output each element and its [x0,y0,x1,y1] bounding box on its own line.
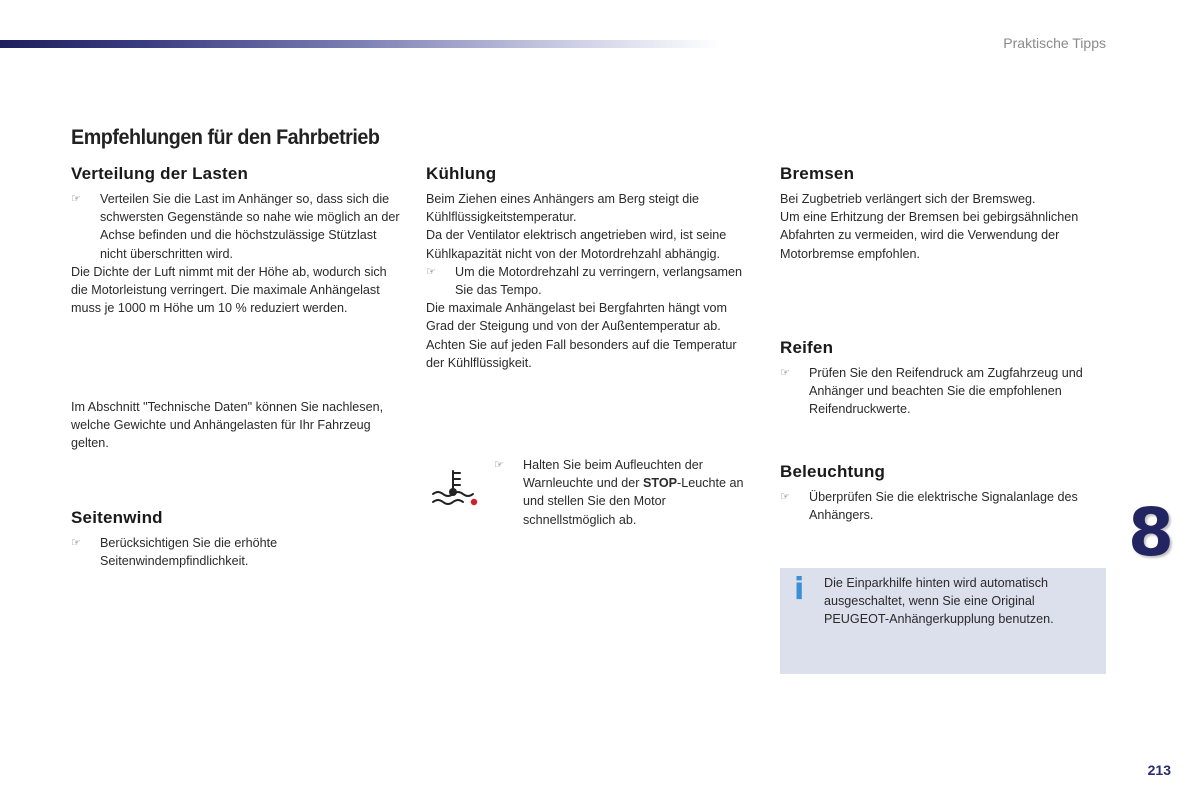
bullet-text: Um die Motordrehzahl zu verringern, verlangsamen Sie das Tempo. [455,264,742,298]
paragraph: Die maximale Anhängelast bei Bergfahrten hängt vom Grad der Steigung und von der Außentemperatur ab. [426,301,728,334]
info-box [780,568,1106,674]
warning-block [494,456,754,529]
bullet-verteilung [71,190,401,263]
paragraph: Um eine Erhitzung der Bremsen bei gebirgsähnlichen Abfahrten zu vermeiden, wird die Verwendung der Motorbremse empfohlen. [780,210,1079,261]
bullet-kuehlung [426,263,756,299]
warning-stop-label: STOP [642,476,678,491]
section-beleuchtung [780,462,1106,524]
paragraph: Beim Ziehen eines Anhängers am Berg steigt die Kühlflüssigkeitstemperatur. [426,192,700,225]
bullet-mark: ☞ [71,193,81,205]
paragraph: Da der Ventilator elektrisch angetrieben wird, ist seine Kühlkapazität nicht von der Motordrehzahl abhängig. [426,228,727,261]
chapter-number: 8 [1128,494,1174,571]
info-icon: i [794,572,805,607]
section-technische-daten [71,398,401,453]
bullet-text: Berücksichtigen Sie die erhöhte Seitenwindempfindlichkeit. [100,536,278,569]
paragraph: Die Dichte der Luft nimmt mit der Höhe ab, wodurch sich die Motorleistung verringert. Die maximale Anhängelast muss je 1000 m Höhe um 10 % reduziert werden. [71,264,387,316]
paragraph: Achten Sie auf jeden Fall besonders auf die Temperatur der Kühlflüssigkeit. [426,337,737,370]
bullet-text: Prüfen Sie den Reifendruck am Zugfahrzeug und Anhänger und beachten Sie die empfohlenen Reifendruckwerte. [809,366,1083,417]
coolant-temperature-icon [430,468,480,510]
warning-text-pre: Halten Sie beim Aufleuchten der Warnleuchte und der [523,458,703,491]
bullet-text: Verteilen Sie die Last im Anhänger so, dass sich die schwersten Gegenstände so nahe wie möglich an der Achse befinden und die höchstzulässige Stützlast nicht überschritten wird. [100,192,400,261]
heading-reifen: Reifen [780,338,834,357]
section-kuehlung [426,164,756,372]
section-bremsen [780,164,1106,263]
section-reifen [780,338,1106,419]
bullet-text: Überprüfen Sie die elektrische Signalanlage des Anhängers. [809,490,1078,523]
paragraph: Im Abschnitt "Technische Daten" können Sie nachlesen, welche Gewichte und Anhängelasten für Ihr Fahrzeug gelten. [71,400,384,451]
bullet-mark: ☞ [780,367,790,379]
page-title: Empfehlungen für den Fahrbetrieb [71,126,380,149]
bullet-seitenwind [71,534,401,570]
page-number: 213 [1147,762,1171,778]
bullet-mark: ☞ [71,537,81,549]
bullet-mark: ☞ [780,491,790,503]
section-seitenwind [71,508,401,570]
section-verteilung [71,164,401,317]
heading-kuehlung: Kühlung [426,164,497,183]
bullet-reifen [780,364,1106,419]
heading-seitenwind: Seitenwind [71,508,163,527]
bullet-mark: ☞ [494,459,504,471]
bullet-beleuchtung [780,488,1106,524]
info-text: Die Einparkhilfe hinten wird automatisch ausgeschaltet, wenn Sie eine Original PEUGEOT-Anhängerkupplung benutzen. [824,576,1054,627]
bullet-warning [494,456,754,529]
header-gradient-bar [0,40,720,48]
paragraph: Bei Zugbetrieb verlängert sich der Bremsweg. [780,192,1036,206]
section-header: Praktische Tipps [1003,35,1106,51]
warning-text-post: -Leuchte an und stellen Sie den Motor schnellstmöglich ab. [523,476,744,527]
heading-verteilung: Verteilung der Lasten [71,164,249,183]
bullet-mark: ☞ [426,265,436,278]
heading-beleuchtung: Beleuchtung [780,462,886,481]
heading-bremsen: Bremsen [780,164,855,183]
